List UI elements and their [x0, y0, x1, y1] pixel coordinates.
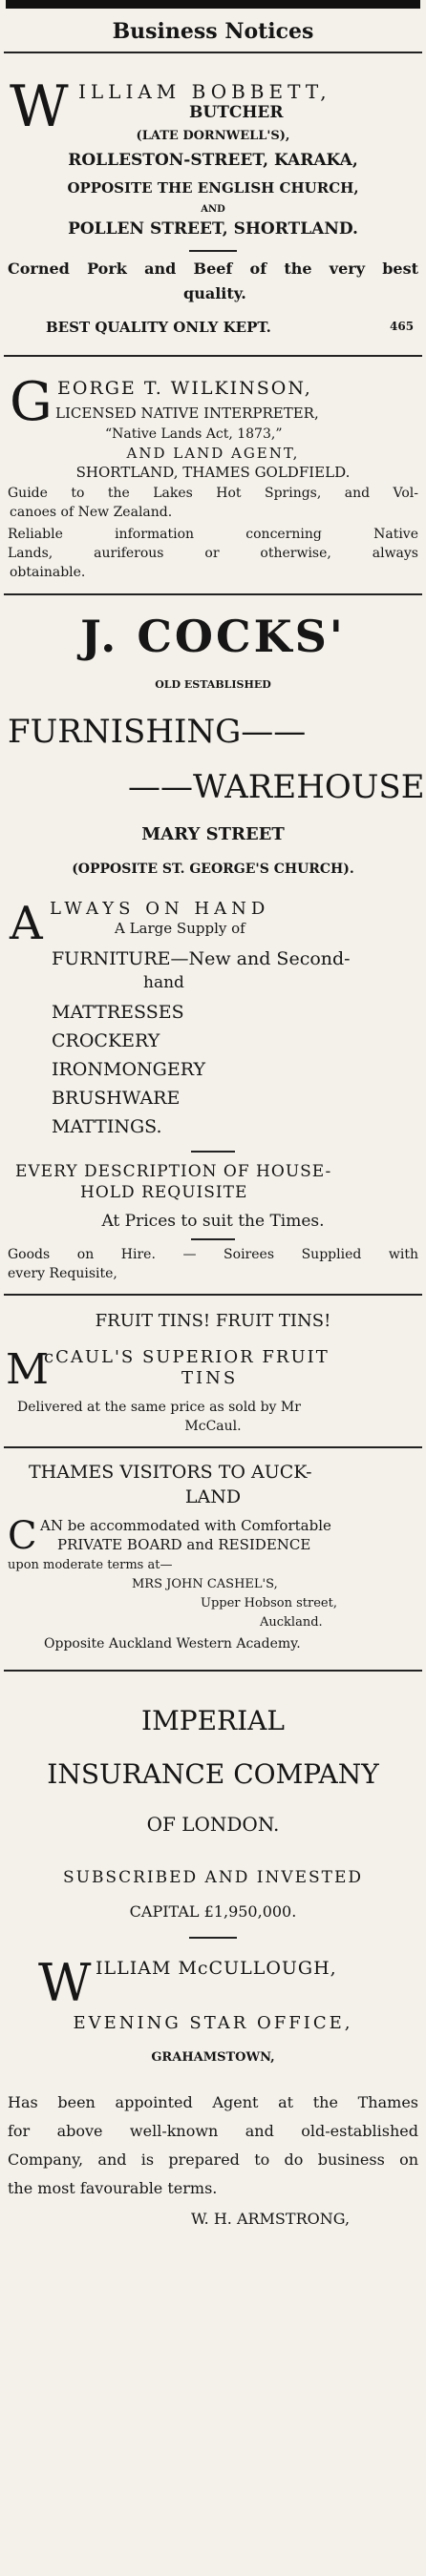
opposite-line: (OPPOSITE ST. GEORGE'S CHURCH). — [72, 862, 354, 877]
text-line: HOLD REQUISITE — [80, 1183, 248, 1202]
divider — [4, 1670, 422, 1672]
late-note: (LATE DORNWELL'S), — [136, 129, 290, 143]
drop-cap: G — [10, 371, 53, 433]
text-line: MRS JOHN CASHEL'S, — [132, 1577, 278, 1591]
text-line: AN be accommodated with Comfortable — [40, 1517, 331, 1534]
text-line: EVERY DESCRIPTION OF HOUSE- — [15, 1162, 332, 1181]
headline: LAND — [184, 1486, 242, 1507]
text-line: GRAHAMSTOWN, — [151, 2050, 275, 2065]
text-line: every Requisite, — [8, 1266, 117, 1281]
text-line: EVENING STAR OFFICE, — [73, 2013, 353, 2033]
short-rule — [191, 1238, 235, 1240]
stock-item: CROCKERY — [52, 1030, 160, 1051]
address-line: POLLEN STREET, SHORTLAND. — [68, 219, 358, 239]
short-rule — [189, 1937, 237, 1939]
text-line: A Large Supply of — [115, 920, 245, 937]
divider — [4, 593, 422, 595]
headline: FRUIT TINS! FRUIT TINS! — [95, 1311, 331, 1331]
and-label: AND — [201, 204, 225, 215]
opposite-line: OPPOSITE THE ENGLISH CHURCH, — [67, 179, 359, 197]
advertiser-name: EORGE T. WILKINSON, — [57, 378, 312, 399]
text-line: LICENSED NATIVE INTERPRETER, — [55, 405, 319, 422]
drop-cap: W — [10, 73, 69, 140]
text-line: canoes of New Zealand. — [10, 505, 173, 520]
drop-cap: A — [10, 897, 43, 950]
text-line: for above well-known and old-established — [8, 2122, 418, 2140]
advert-number: 465 — [390, 320, 415, 333]
section-heading: Business Notices — [112, 19, 314, 44]
divider — [4, 1446, 422, 1448]
short-rule — [189, 250, 237, 252]
text-line: McCaul. — [184, 1419, 242, 1434]
text-line: OLD ESTABLISHED — [155, 678, 271, 691]
text-line: PRIVATE BOARD and RESIDENCE — [57, 1536, 311, 1553]
text-line: Guide to the Lakes Hot Springs, and Vol- — [8, 486, 418, 501]
top-border — [6, 0, 420, 9]
warehouse-heading: ——WAREHOUSE — [128, 768, 425, 806]
stock-item: IRONMONGERY — [52, 1059, 205, 1080]
text-line: Lands, auriferous or otherwise, always — [8, 546, 418, 561]
text-line: AND LAND AGENT, — [126, 445, 300, 462]
agent-name: ILLIAM McCULLOUGH, — [96, 1958, 337, 1979]
capital-line: CAPITAL £1,950,000. — [129, 1902, 297, 1921]
drop-cap: M — [6, 1345, 50, 1394]
text-line: Delivered at the same price as sold by Mr — [17, 1400, 301, 1415]
advertiser-name: J. COCKS' — [80, 611, 346, 662]
text-line: Company, and is prepared to do business on — [8, 2150, 418, 2169]
text-line: “Native Lands Act, 1873,” — [105, 426, 283, 442]
divider — [4, 1294, 422, 1296]
text-line: Corned Pork and Beef of the very best — [8, 260, 418, 278]
headline: THAMES VISITORS TO AUCK- — [29, 1462, 312, 1483]
company-name: IMPERIAL — [141, 1705, 285, 1736]
divider — [4, 355, 422, 357]
company-location: OF LONDON. — [146, 1813, 280, 1836]
stock-item: MATTRESSES — [52, 1002, 184, 1023]
address-line: ROLLESTON-STREET, KARAKA, — [68, 151, 358, 170]
text-line: TINS — [181, 1368, 239, 1388]
text-line: obtainable. — [10, 565, 86, 580]
best-quality-line: BEST QUALITY ONLY KEPT. — [46, 319, 271, 336]
stock-item: MATTINGS. — [52, 1116, 162, 1137]
text-line: LWAYS ON HAND — [50, 899, 270, 919]
text-line: quality. — [183, 284, 246, 302]
text-line: Auckland. — [260, 1615, 323, 1630]
company-name: INSURANCE COMPANY — [47, 1758, 379, 1790]
stock-item: BRUSHWARE — [52, 1088, 181, 1109]
short-rule — [191, 1151, 235, 1153]
text-line: Has been appointed Agent at the Thames — [8, 2093, 418, 2111]
text-line: cCAUL'S SUPERIOR FRUIT — [44, 1347, 330, 1367]
text-line: Goods on Hire. — Soirees Supplied with — [8, 1247, 418, 1262]
text-line: the most favourable terms. — [8, 2179, 218, 2197]
street-line: MARY STREET — [141, 824, 285, 844]
text-line: Opposite Auckland Western Academy. — [44, 1636, 301, 1652]
drop-cap: C — [8, 1514, 37, 1558]
divider — [4, 52, 422, 53]
text-line: Upper Hobson street, — [201, 1596, 337, 1610]
text-line: upon moderate terms at— — [8, 1558, 173, 1572]
signature-line: W. H. ARMSTRONG, — [191, 2210, 351, 2228]
drop-cap: W — [38, 1953, 92, 2013]
text-line: SHORTLAND, THAMES GOLDFIELD. — [75, 464, 351, 481]
text-line: Reliable information concerning Native — [8, 527, 418, 542]
text-line: SUBSCRIBED AND INVESTED — [62, 1868, 364, 1887]
advertiser-name: ILLIAM BOBBETT, — [78, 80, 331, 103]
text-line: hand — [143, 973, 184, 992]
furnishing-heading: FURNISHING—— — [8, 713, 307, 751]
text-line: FURNITURE—New and Second- — [52, 948, 351, 969]
trade-label: BUTCHER — [189, 103, 284, 122]
text-line: At Prices to suit the Times. — [101, 1212, 325, 1231]
